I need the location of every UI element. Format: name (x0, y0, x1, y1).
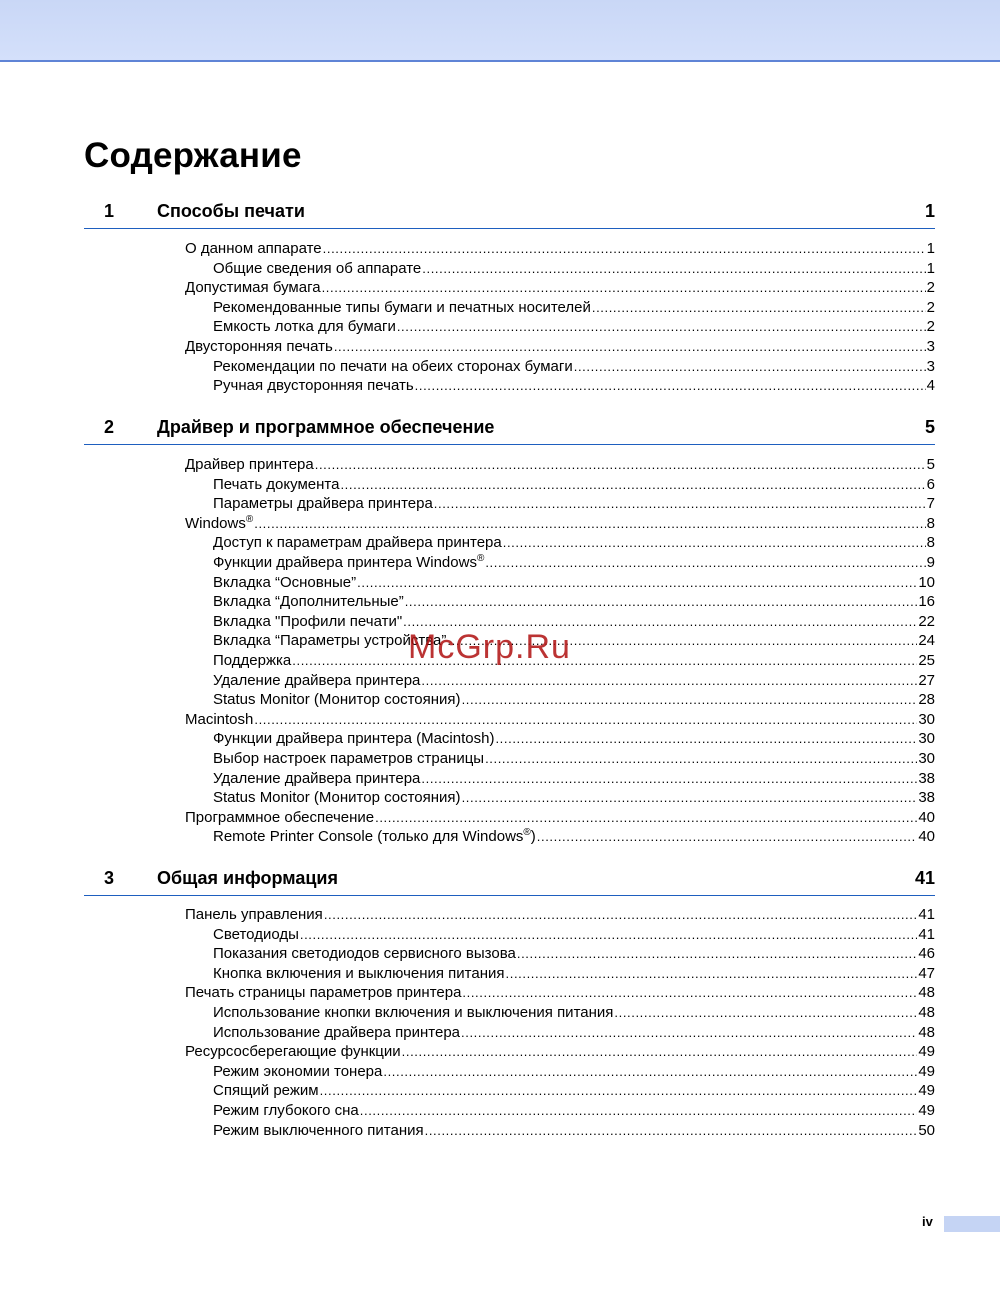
dot-leader (462, 983, 917, 1003)
chapter-page: 5 (924, 417, 935, 437)
toc-subentry[interactable] (213, 1023, 935, 1043)
dot-leader (517, 944, 917, 964)
dot-leader (383, 1062, 917, 1082)
toc-entry-page: 24 (918, 632, 935, 650)
toc-entry-text: Удаление драйвера принтера (213, 769, 421, 787)
toc-entry-page: 41 (918, 925, 935, 943)
toc-subentry[interactable] (213, 671, 935, 691)
toc-entry-title (213, 769, 420, 789)
toc-entry-page: 40 (918, 808, 935, 826)
dot-leader (292, 651, 917, 671)
toc-entry-title (213, 553, 484, 573)
toc-entry-title (213, 964, 505, 984)
chapter-1-entries (0, 239, 1000, 396)
toc-entry[interactable] (185, 278, 935, 298)
toc-entry-page: 48 (918, 1023, 935, 1041)
toc-subentry[interactable] (213, 788, 935, 808)
dot-leader (324, 905, 918, 925)
toc-entry-page: 2 (926, 279, 935, 297)
dot-leader (415, 376, 926, 396)
toc-entry-title (213, 475, 339, 495)
chapter-title: Способы печати (157, 201, 305, 221)
chapter-heading-1[interactable] (84, 198, 935, 229)
toc-subentry[interactable] (213, 827, 935, 847)
toc-entry-page: 38 (918, 789, 935, 807)
toc-entry-text: Вкладка “Дополнительные” (213, 593, 404, 611)
dot-leader (574, 357, 926, 377)
toc-entry[interactable] (185, 983, 935, 1003)
toc-subentry[interactable] (213, 475, 935, 495)
dot-leader (322, 278, 926, 298)
toc-entry-text: Выбор настроек параметров страницы (213, 749, 485, 767)
toc-entry-text: Использование кнопки включения и выключения питания (213, 1003, 614, 1021)
dot-leader (506, 964, 918, 984)
toc-entry-text: Доступ к параметрам драйвера принтера (213, 534, 502, 552)
toc-entry-title (213, 671, 420, 691)
chapter-page: 1 (924, 201, 935, 221)
toc-entry-text: Status Monitor (Монитор состояния) (213, 691, 461, 709)
toc-subentry[interactable] (213, 651, 935, 671)
toc-entry-title (213, 1003, 613, 1023)
dot-leader (434, 494, 926, 514)
toc-entry-title (213, 357, 573, 377)
toc-entry-title (185, 455, 314, 475)
toc-entry-page: 48 (918, 1003, 935, 1021)
toc-entry-title (185, 278, 321, 298)
toc-entry-page: 6 (926, 475, 935, 493)
toc-entry-text: Рекомендации по печати на обеих сторонах бумаги (213, 357, 573, 375)
toc-entry-title (213, 944, 516, 964)
page-title: Содержание (84, 136, 302, 175)
dot-leader (592, 298, 926, 318)
toc-subentry[interactable] (213, 553, 935, 573)
toc-entry-text: Функции драйвера принтера Windows (213, 553, 477, 571)
chapter-number: 1 (104, 201, 115, 221)
toc-entry-text: Двусторонняя печать (185, 337, 333, 355)
toc-subentry[interactable] (213, 376, 935, 396)
toc-entry-page: 49 (918, 1082, 935, 1100)
toc-entry-page: 27 (918, 671, 935, 689)
toc-entry-page: 30 (918, 710, 935, 728)
toc-entry-text: Функции драйвера принтера (Macintosh) (213, 730, 495, 748)
toc-entry-page: 49 (918, 1101, 935, 1119)
toc-entry-title (213, 317, 396, 337)
toc-entry-title (185, 514, 253, 534)
toc-entry-title (213, 788, 461, 808)
toc-subentry[interactable] (213, 494, 935, 514)
toc-entry-page: 9 (926, 553, 935, 571)
dot-leader (462, 788, 918, 808)
toc-entry-page: 25 (918, 651, 935, 669)
toc-entry-page: 41 (918, 906, 935, 923)
toc-entry-title (185, 239, 322, 259)
toc-entry-title (213, 1121, 424, 1141)
toc-entry-text: Рекомендованные типы бумаги и печатных носителей (213, 298, 591, 316)
dot-leader (503, 533, 926, 553)
toc-subentry[interactable] (213, 729, 935, 749)
toc-entry-page: 49 (918, 1043, 935, 1061)
toc-entry-text: Кнопка включения и выключения питания (213, 964, 505, 982)
toc-subentry[interactable] (213, 298, 935, 318)
toc-entry-text: Remote Printer Console (только для Windows (213, 828, 524, 846)
toc-entry-title (213, 533, 502, 553)
toc-entry-title (213, 729, 494, 749)
toc-entry-page: 16 (918, 593, 935, 611)
dot-leader (421, 769, 917, 789)
toc-subentry[interactable] (213, 690, 935, 710)
toc-entry-title (213, 749, 484, 769)
toc-entry-title (213, 1062, 382, 1082)
dot-leader (397, 317, 926, 337)
chapter-heading-3[interactable] (84, 865, 935, 896)
toc-entry-title (213, 573, 356, 593)
toc-entry-page: 49 (918, 1062, 935, 1080)
toc-entry-text: Печать документа (213, 475, 340, 493)
page-number: iv (922, 1214, 933, 1229)
toc-entry-text: Windows (185, 514, 246, 532)
toc-subentry[interactable] (213, 612, 935, 632)
toc-entry-text: Вкладка “Параметры устройства” (213, 632, 447, 650)
toc-entry-text: Параметры драйвера принтера (213, 495, 433, 513)
chapter-number: 3 (104, 868, 115, 888)
toc-entry-text: Драйвер принтера (185, 456, 314, 473)
toc-entry-title (213, 298, 591, 318)
toc-entry-text: Печать страницы параметров принтера (185, 984, 462, 1002)
toc-subentry[interactable] (213, 631, 935, 651)
toc-entry-title (213, 1023, 460, 1043)
toc-entry-text: Программное обеспечение (185, 808, 375, 826)
toc-entry-text: Режим экономии тонера (213, 1062, 383, 1080)
toc-entry-title (185, 710, 253, 730)
dot-leader (422, 259, 925, 279)
watermark: McGrp.Ru (408, 628, 571, 666)
toc-entry[interactable] (185, 808, 935, 828)
toc-entry-page: 28 (918, 691, 935, 709)
toc-entry[interactable] (185, 514, 935, 534)
toc-subentry[interactable] (213, 357, 935, 377)
toc-entry-text: Ресурсосберегающие функции (185, 1043, 401, 1061)
dot-leader (425, 1121, 918, 1141)
toc-entry-text: Панель управления (185, 906, 323, 923)
dot-leader (495, 729, 917, 749)
toc-entry-page: 30 (918, 730, 935, 748)
toc-entry-text: Допустимая бумага (185, 279, 321, 297)
dot-leader (320, 1081, 918, 1101)
dot-leader (402, 1042, 918, 1062)
dot-leader (421, 671, 917, 691)
toc-subentry[interactable] (213, 769, 935, 789)
toc-entry-page: 7 (926, 495, 935, 513)
toc-subentry[interactable] (213, 533, 935, 553)
toc-subentry[interactable] (213, 1003, 935, 1023)
toc-entry-title (185, 808, 374, 828)
toc-subentry[interactable] (213, 317, 935, 337)
header-band (0, 0, 1000, 62)
toc-entry-text: Емкость лотка для бумаги (213, 318, 396, 336)
dot-leader (323, 239, 926, 259)
toc-entry-page: 4 (926, 377, 935, 395)
toc-entry-title (213, 690, 461, 710)
toc-entry-text: Спящий режим (213, 1082, 319, 1100)
toc-entry-page: 2 (926, 298, 935, 316)
toc-entry-text: Общие сведения об аппарате (213, 259, 422, 277)
toc-entry-title (213, 259, 421, 279)
toc-entry[interactable] (185, 905, 935, 925)
toc-entry-page: 1 (926, 259, 935, 277)
dot-leader (334, 337, 926, 357)
toc-entry-title (185, 1042, 401, 1062)
toc-entry-text-suffix: ) (530, 828, 536, 846)
chapter-page: 41 (914, 868, 935, 888)
toc-entry-title (213, 612, 402, 632)
toc-entry-text: Использование драйвера принтера (213, 1023, 461, 1041)
toc-entry-text: Ручная двусторонняя печать (213, 377, 414, 395)
toc-entry-title (213, 1081, 319, 1101)
toc-entry-page: 3 (926, 337, 935, 355)
toc-subentry[interactable] (213, 592, 935, 612)
dot-leader (340, 475, 925, 495)
toc-subentry[interactable] (213, 1081, 935, 1101)
chapter-heading-2[interactable] (84, 414, 935, 445)
toc-entry-page: 40 (918, 828, 935, 846)
toc-entry-page: 8 (926, 514, 935, 532)
dot-leader (485, 553, 925, 573)
toc-entry[interactable] (185, 710, 935, 730)
dot-leader (357, 573, 917, 593)
toc-entry-title (185, 905, 323, 925)
toc-entry-text: Светодиоды (213, 925, 299, 943)
toc-subentry[interactable] (213, 573, 935, 593)
toc-subentry[interactable] (213, 944, 935, 964)
registered-mark: ® (523, 827, 531, 839)
toc-entry-text: Поддержка (213, 651, 292, 669)
dot-leader (614, 1003, 917, 1023)
toc-entry-page: 22 (918, 612, 935, 630)
toc-entry-text: Режим выключенного питания (213, 1121, 424, 1139)
toc-subentry[interactable] (213, 925, 935, 945)
toc-entry-title (185, 983, 461, 1003)
dot-leader (485, 749, 917, 769)
toc-subentry[interactable] (213, 1101, 935, 1121)
toc-entry-title (213, 376, 414, 396)
toc-entry-title (213, 925, 299, 945)
toc-entry[interactable] (185, 1042, 935, 1062)
toc-entry-title (213, 592, 404, 612)
dot-leader (405, 592, 918, 612)
toc-entry-page: 3 (926, 357, 935, 375)
chapter-title: Общая информация (157, 868, 338, 888)
toc-entry-text: Status Monitor (Монитор состояния) (213, 789, 461, 807)
toc-entry-page: 38 (918, 769, 935, 787)
dot-leader (462, 690, 918, 710)
toc-entry-page: 48 (918, 984, 935, 1002)
dot-leader (360, 1101, 918, 1121)
toc-entry-page: 2 (926, 318, 935, 336)
dot-leader (300, 925, 917, 945)
toc-entry-text: Удаление драйвера принтера (213, 671, 421, 689)
dot-leader (315, 455, 926, 475)
toc-entry-text: Вкладка “Основные” (213, 573, 357, 591)
dot-leader (537, 827, 918, 847)
chapter-3-entries (0, 905, 1000, 1140)
toc-entry-text: Режим глубокого сна (213, 1101, 359, 1119)
toc-entry-page: 47 (918, 964, 935, 982)
toc-entry-title (213, 651, 291, 671)
chapter-number: 2 (104, 417, 115, 437)
toc-subentry[interactable] (213, 1121, 935, 1141)
toc-entry-text: О данном аппарате (185, 240, 322, 257)
chapter-title: Драйвер и программное обеспечение (157, 417, 495, 437)
dot-leader (254, 710, 917, 730)
toc-entry-text: Вкладка "Профили печати" (213, 612, 403, 630)
toc-entry-page: 1 (926, 240, 935, 257)
toc-entry-page: 50 (918, 1121, 935, 1139)
page-tab (944, 1216, 1000, 1232)
toc-entry[interactable] (185, 337, 935, 357)
toc-entry-title (213, 827, 536, 847)
toc-entry-page: 8 (926, 534, 935, 552)
registered-mark: ® (476, 552, 485, 564)
toc-entry[interactable] (185, 455, 935, 475)
toc-entry[interactable] (185, 239, 935, 259)
toc-entry-title (213, 1101, 359, 1121)
dot-leader (254, 514, 925, 534)
registered-mark: ® (245, 513, 254, 525)
toc-entry-title (185, 337, 333, 357)
dot-leader (461, 1023, 917, 1043)
toc-entry-title (213, 494, 433, 514)
toc-subentry[interactable] (213, 964, 935, 984)
toc-entry-text: Macintosh (185, 710, 254, 728)
toc-subentry[interactable] (213, 749, 935, 769)
toc-entry-page: 10 (918, 573, 935, 591)
toc-entry-page: 5 (926, 456, 935, 473)
toc-entry-page: 46 (918, 945, 935, 963)
dot-leader (375, 808, 917, 828)
toc-subentry[interactable] (213, 1062, 935, 1082)
toc-subentry[interactable] (213, 259, 935, 279)
toc-entry-page: 30 (918, 749, 935, 767)
toc-entry-text: Показания светодиодов сервисного вызова (213, 945, 516, 963)
